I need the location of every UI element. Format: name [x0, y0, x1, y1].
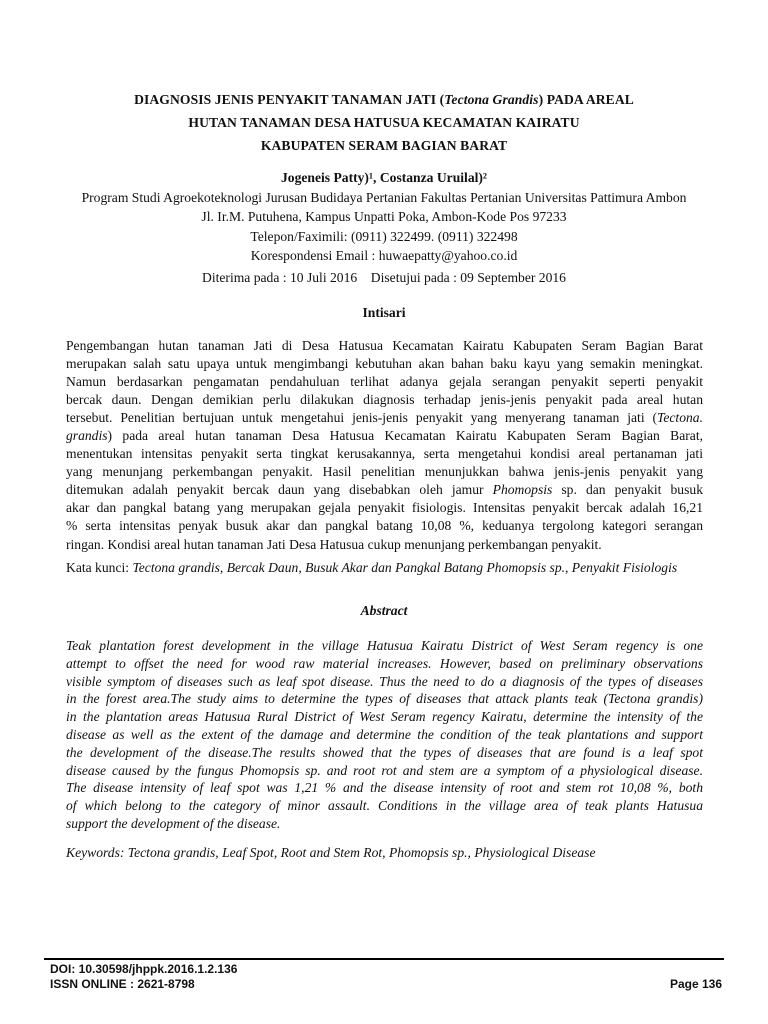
submission-dates: [40, 270, 728, 286]
paper-title: [64, 88, 704, 157]
intisari-line: tersebut. Penelitian bertujuan untuk mengetahui jenis-jenis penyakit yang menyerang tanaman jati (Tectona.: [66, 410, 703, 426]
intisari-heading: Intisari: [362, 305, 406, 320]
intisari-line: merupakan salah satu upaya untuk mengimbangi kebutuhan akan bahan baku kayu yang semakin meningkat.: [66, 356, 703, 372]
kata-kunci-terms: Tectona grandis, Bercak Daun, Busuk Akar dan Pangkal Batang Phomopsis sp., Penyakit Fisiologis: [132, 560, 678, 575]
title-line-2: HUTAN TANAMAN DESA HATUSUA KECAMATAN KAIRATU: [188, 115, 580, 130]
intisari-line: yang menunjang perkembangan penyakit. Hasil penelitian menunjukkan bahwa jenis-jenis penyakit yang: [66, 464, 703, 480]
intisari-line: akar dan pangkal batang yang merupakan gejala penyakit fisiologis. Intensitas penyakit bercak adalah 16,21: [66, 500, 703, 516]
title-line-1: DIAGNOSIS JENIS PENYAKIT TANAMAN JATI (Tectona Grandis) PADA AREAL: [134, 92, 634, 107]
abstract-line: in the plantation areas Hatusua Rural District of West Seram regency Kairatu, determine the intensity of the: [66, 709, 703, 725]
issn-online: ISSN ONLINE : 2621-8798: [50, 977, 195, 991]
keywords: Keywords: Tectona grandis, Leaf Spot, Root and Stem Rot, Phomopsis sp., Physiological Disease: [66, 845, 596, 860]
footer-divider: [44, 958, 724, 960]
author-block: [40, 168, 728, 266]
abstract-line: The disease intensity of leaf spot was 1,21 % and the disease intensity of root and stem rot 10,08 %, both: [66, 780, 703, 796]
author-email: Korespondensi Email : huwaepatty@yahoo.co.id: [250, 248, 518, 263]
author-affiliation: Program Studi Agroekoteknologi Jurusan Budidaya Pertanian Fakultas Pertanian Universitas Pattimura Ambon: [81, 189, 687, 205]
abstract-line: disease as well as the extent of the damage and determine the condition of the teak plantations and support: [66, 726, 703, 742]
abstract-line: Teak plantation forest development in the village Hatusua Kairatu District of West Seram regency is one: [66, 638, 703, 653]
abstract-line: of which belong to the category of minor assault. Conditions in the village area of teak plants Hatusua: [66, 798, 703, 814]
title-line-3: KABUPATEN SERAM BAGIAN BARAT: [260, 138, 508, 153]
abstract-line: disease caused by the fungus Phomopsis sp. and root rot and stem are a symptom of a physiological disease.: [66, 762, 703, 778]
author-phone: Telepon/Faximili: (0911) 322499. (0911) 322498: [250, 228, 518, 244]
received-date: Diterima pada : 10 Juli 2016: [202, 270, 358, 285]
abstract-line: the development of the disease.The results showed that the types of diseases that are found is a leaf spot: [66, 744, 703, 760]
intisari-line: % serta intensitas penyak busuk akar dan pangkal batang 10,08 %, keduanya tergolong kategori serangan: [66, 518, 703, 534]
abstract-body: [66, 637, 703, 833]
abstract-line: in the forest area.The study aims to determine the types of diseases that attack plants teak (Tectona grandis): [66, 691, 703, 707]
approved-date: Disetujui pada : 09 September 2016: [370, 270, 566, 285]
kata-kunci-label: Kata kunci:: [66, 560, 133, 575]
abstract-line: visible symptom of diseases such as leaf spot disease. Thus the need to do a diagnosis of the types of diseases: [66, 673, 703, 689]
page-number: Page 136: [669, 977, 722, 991]
intisari-line: bercak daun. Dengan demikian perlu dilakukan diagnosis terhadap jenis-jenis penyakit pada areal hutan: [66, 392, 703, 408]
doi-link[interactable]: DOI: 10.30598/jhppk.2016.1.2.136: [50, 962, 238, 976]
intisari-body: [66, 337, 703, 554]
page-footer: [50, 962, 722, 992]
abstract-line: support the development of the disease.: [66, 815, 281, 831]
intisari-line: Namun berdasarkan pengamatan pendahuluan terlihat adanya gejala serangan penyakit seperti penyakit: [66, 374, 703, 390]
abstract-heading: Abstract: [360, 603, 408, 618]
intisari-line: Pengembangan hutan tanaman Jati di Desa Hatusua Kecamatan Kairatu Kabupaten Seram Bagian Barat: [66, 338, 703, 353]
intisari-line: menentukan intensitas penyakit serta tingkat kerusakannya, serta mengetahui kondisi areal pertanaman jati: [66, 446, 703, 462]
kata-kunci: [66, 560, 703, 576]
author-address: Jl. Ir.M. Putuhena, Kampus Unpatti Poka, Ambon-Kode Pos 97233: [201, 209, 567, 224]
intisari-line: grandis) pada areal hutan tanaman Desa Hatusua Kecamatan Kairatu Kabupaten Seram Bagian Barat,: [66, 428, 703, 444]
intisari-line: ditemukan adalah penyakit bercak daun yang disebabkan oleh jamur Phomopsis sp. dan penyakit busuk: [66, 482, 703, 498]
abstract-line: attempt to offset the need for wood raw material increases. However, based on preliminary observations: [66, 655, 703, 671]
author-names: Jogeneis Patty)¹, Costanza Uruilal)²: [281, 170, 487, 185]
title-species-name: Tectona Grandis: [444, 92, 539, 107]
intisari-line: ringan. Kondisi areal hutan tanaman Jati Desa Hatusua cukup menunjang perkembangan penyakit.: [66, 536, 602, 552]
